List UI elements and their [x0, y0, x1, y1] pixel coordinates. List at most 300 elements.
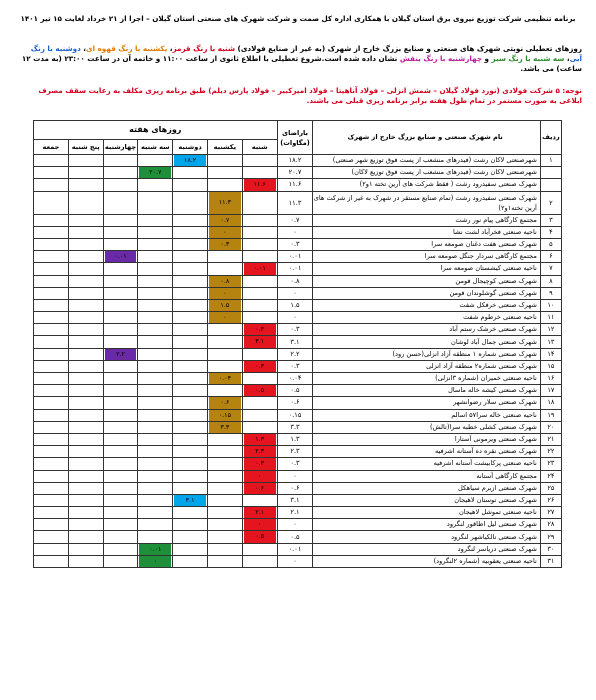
site-name: ناحیه صنعتی فخرآباد لشت نشا — [313, 226, 540, 238]
shutdown-value: ۲.۲ — [105, 349, 137, 360]
site-name: ناحیه صنعتی خرطوم شفت — [313, 312, 540, 324]
day-cell-tue — [138, 360, 173, 372]
day-cell-sun — [207, 531, 242, 543]
day-cell-wed — [103, 287, 138, 299]
day-cell-wed — [103, 385, 138, 397]
day-cell-wed — [103, 397, 138, 409]
day-cell-mon — [173, 226, 208, 238]
row-number: ۱۵ — [540, 360, 561, 372]
table-row — [34, 458, 562, 470]
day-cell-sat — [242, 226, 277, 238]
day-cell-mon — [173, 519, 208, 531]
day-cell-thu — [68, 519, 103, 531]
day-cell-sat — [242, 263, 277, 275]
day-cell-thu — [68, 555, 103, 567]
day-cell-mon — [173, 543, 208, 555]
site-name: شهرک صنعتی سلار رضوانشهر — [313, 397, 540, 409]
day-cell-sat — [242, 287, 277, 299]
day-cell-sat — [242, 409, 277, 421]
day-cell-fri — [34, 543, 69, 555]
day-cell-sat — [242, 191, 277, 214]
day-cell-wed — [103, 531, 138, 543]
day-header-fri: جمعه — [34, 140, 69, 155]
note-text: نوجه: ۵ شرکت فولادی (نورد فولاد گیلان – شمش انزلی – فولاد آناهیتا – فولاد امیرکبیر – فولاد پارس دیلم) طبق برنامه ریزی مکلف به رعایت سقف مصرف ابلاغی به صورت مستمر در تمام طول هفته برابر برنامه ریزی قبلی می باشند. — [38, 86, 582, 105]
load-mw: ۰ — [277, 312, 313, 324]
day-cell-fri — [34, 385, 69, 397]
row-number: ۹ — [540, 287, 561, 299]
day-cell-thu — [68, 238, 103, 250]
day-cell-thu — [68, 167, 103, 179]
day-cell-mon — [173, 324, 208, 336]
day-cell-tue — [138, 179, 173, 191]
site-name: شهرصنعتی لاکان رشت (فیدرهای منشعب از پست فوق توزیع لاکان) — [313, 167, 540, 179]
load-mw: ۰.۳ — [277, 360, 313, 372]
row-number: ۶ — [540, 251, 561, 263]
load-mw: ۰.۶ — [277, 397, 313, 409]
site-name: مجتمع کارگاهی سردار جنگل صومعه سرا — [313, 251, 540, 263]
table-row — [34, 446, 562, 458]
day-cell-tue — [138, 446, 173, 458]
day-cell-fri — [34, 470, 69, 482]
shutdown-value: ۰ — [244, 519, 276, 530]
day-cell-mon — [173, 348, 208, 360]
day-cell-sat — [242, 360, 277, 372]
day-cell-mon — [173, 507, 208, 519]
load-mw: ۲.۲ — [277, 348, 313, 360]
site-name: ناحیه صنعتی یعقوبیه (شماره ۲لنگرود) — [313, 555, 540, 567]
day-cell-sun — [207, 238, 242, 250]
table-row — [34, 275, 562, 287]
day-cell-mon — [173, 179, 208, 191]
day-cell-mon — [173, 458, 208, 470]
day-cell-wed — [103, 543, 138, 555]
shutdown-value: ۰ — [209, 312, 241, 323]
shutdown-value: ۰ — [209, 288, 241, 299]
day-cell-sat — [242, 433, 277, 445]
load-mw: ۲.۱ — [277, 507, 313, 519]
day-cell-mon — [173, 421, 208, 433]
load-mw: ۰.۱۵ — [277, 409, 313, 421]
intro-tue: سه شنبه با رنگ سبز — [491, 54, 565, 63]
table-body — [34, 155, 562, 568]
day-cell-tue — [138, 348, 173, 360]
day-cell-mon — [173, 555, 208, 567]
day-cell-fri — [34, 226, 69, 238]
day-cell-sat — [242, 507, 277, 519]
shutdown-value: ۰.۳ — [244, 361, 276, 372]
day-cell-tue — [138, 226, 173, 238]
load-mw: ۱۸.۲ — [277, 155, 313, 167]
shutdown-value: ۱۸.۲ — [174, 155, 206, 166]
day-cell-thu — [68, 191, 103, 214]
shutdown-value: ۰.۵ — [244, 385, 276, 396]
load-mw: ۰ — [277, 555, 313, 567]
day-cell-sun — [207, 458, 242, 470]
day-cell-tue — [138, 238, 173, 250]
row-number: ۲۳ — [540, 458, 561, 470]
day-cell-wed — [103, 507, 138, 519]
day-cell-wed — [103, 251, 138, 263]
day-cell-mon — [173, 155, 208, 167]
shutdown-value: ۰.۰۱ — [105, 251, 137, 262]
row-number: ۱۳ — [540, 336, 561, 348]
day-cell-tue — [138, 519, 173, 531]
day-cell-sun — [207, 433, 242, 445]
site-name: شهرک صنعتی خرشک رستم آباد — [313, 324, 540, 336]
row-number: ۱۶ — [540, 373, 561, 385]
day-cell-wed — [103, 348, 138, 360]
row-number: ۲۸ — [540, 519, 561, 531]
day-cell-mon — [173, 409, 208, 421]
table-row — [34, 433, 562, 445]
day-cell-mon — [173, 360, 208, 372]
day-cell-fri — [34, 263, 69, 275]
day-cell-sat — [242, 397, 277, 409]
day-cell-thu — [68, 482, 103, 494]
day-cell-sun — [207, 421, 242, 433]
table-row — [34, 251, 562, 263]
table-row — [34, 214, 562, 226]
site-name: ناحیه صنعتی خمیران (شماره ۳انزلی) — [313, 373, 540, 385]
shutdown-value: ۲.۳ — [244, 446, 276, 457]
day-cell-tue — [138, 263, 173, 275]
table-row — [34, 287, 562, 299]
row-number: ۲ — [540, 191, 561, 214]
day-cell-mon — [173, 312, 208, 324]
day-cell-thu — [68, 409, 103, 421]
day-cell-mon — [173, 446, 208, 458]
day-cell-fri — [34, 397, 69, 409]
day-cell-mon — [173, 263, 208, 275]
day-cell-wed — [103, 433, 138, 445]
load-mw: ۰ — [277, 287, 313, 299]
intro-and: و — [484, 54, 489, 63]
day-cell-fri — [34, 238, 69, 250]
day-cell-fri — [34, 373, 69, 385]
load-mw: ۰.۷ — [277, 214, 313, 226]
day-cell-thu — [68, 507, 103, 519]
shutdown-value: ۰.۳ — [209, 239, 241, 250]
day-cell-tue — [138, 494, 173, 506]
intro-wed: چهارشنبه با رنگ بنفش — [399, 54, 483, 63]
day-cell-sun — [207, 348, 242, 360]
day-cell-wed — [103, 482, 138, 494]
day-cell-wed — [103, 312, 138, 324]
site-name: ناحیه صنعتی خاله سرا۵۷ اسالم — [313, 409, 540, 421]
shutdown-value: ۱.۳ — [244, 434, 276, 445]
row-number: ۱۴ — [540, 348, 561, 360]
day-cell-fri — [34, 519, 69, 531]
load-mw: ۰.۰۴ — [277, 373, 313, 385]
day-cell-tue — [138, 421, 173, 433]
day-cell-sun — [207, 555, 242, 567]
site-name: شهرک صنعتی ویرمونی آستارا — [313, 433, 540, 445]
day-cell-wed — [103, 324, 138, 336]
table-row — [34, 470, 562, 482]
site-name: شهرک صنعتی توستان لاهیجان — [313, 494, 540, 506]
day-cell-sun — [207, 251, 242, 263]
day-cell-wed — [103, 519, 138, 531]
day-cell-thu — [68, 226, 103, 238]
load-mw: ۰.۸ — [277, 275, 313, 287]
day-cell-thu — [68, 275, 103, 287]
day-cell-wed — [103, 555, 138, 567]
site-name: شهرک صنعتی جمال آباد لوشان — [313, 336, 540, 348]
day-cell-sat — [242, 324, 277, 336]
table-row — [34, 336, 562, 348]
day-cell-sat — [242, 214, 277, 226]
site-name: شهرک صنعتی ازبرم سیاهکل — [313, 482, 540, 494]
shutdown-value: ۰.۱۵ — [209, 410, 241, 421]
day-cell-tue — [138, 191, 173, 214]
day-header-wed: چهارشنبه — [103, 140, 138, 155]
site-name: شهرک صنعتی لیل اطاقور لنگرود — [313, 519, 540, 531]
row-number: ۲۱ — [540, 433, 561, 445]
day-cell-sat — [242, 519, 277, 531]
day-cell-fri — [34, 494, 69, 506]
day-cell-sat — [242, 470, 277, 482]
load-mw: ۰.۳ — [277, 238, 313, 250]
day-cell-thu — [68, 214, 103, 226]
site-name: شهرک صنعتی شماره۲ منطقه آزاد انزلی — [313, 360, 540, 372]
day-cell-sun — [207, 336, 242, 348]
day-cell-sun — [207, 482, 242, 494]
day-cell-thu — [68, 543, 103, 555]
table-row — [34, 360, 562, 372]
row-number: ۲۹ — [540, 531, 561, 543]
day-cell-tue — [138, 214, 173, 226]
day-cell-thu — [68, 458, 103, 470]
day-cell-sat — [242, 238, 277, 250]
day-cell-thu — [68, 336, 103, 348]
day-cell-mon — [173, 385, 208, 397]
table-row — [34, 555, 562, 567]
load-mw: ۳.۱ — [277, 494, 313, 506]
day-cell-thu — [68, 299, 103, 311]
day-cell-sun — [207, 373, 242, 385]
day-cell-fri — [34, 324, 69, 336]
site-name: شهرک صنعتی نالکیاشهر لنگرود — [313, 531, 540, 543]
day-cell-tue — [138, 312, 173, 324]
row-number — [540, 179, 561, 191]
day-cell-thu — [68, 155, 103, 167]
day-cell-mon — [173, 433, 208, 445]
day-cell-wed — [103, 167, 138, 179]
day-cell-fri — [34, 287, 69, 299]
day-cell-tue — [138, 482, 173, 494]
day-cell-fri — [34, 446, 69, 458]
day-cell-wed — [103, 421, 138, 433]
day-cell-mon — [173, 397, 208, 409]
load-mw: ۰.۳ — [277, 458, 313, 470]
day-cell-wed — [103, 214, 138, 226]
load-mw: ۰ — [277, 226, 313, 238]
intro-paragraph — [14, 44, 582, 74]
day-header-mon: دوشنبه — [173, 140, 208, 155]
day-cell-sun — [207, 275, 242, 287]
site-name: شهرک صنعتی کیشه خاله ماسال — [313, 385, 540, 397]
day-cell-fri — [34, 348, 69, 360]
day-cell-sun — [207, 155, 242, 167]
day-cell-sat — [242, 555, 277, 567]
day-header-sat: شنبه — [242, 140, 277, 155]
day-cell-wed — [103, 179, 138, 191]
day-cell-sun — [207, 470, 242, 482]
table-row — [34, 226, 562, 238]
day-cell-sat — [242, 179, 277, 191]
day-cell-tue — [138, 251, 173, 263]
day-cell-sun — [207, 312, 242, 324]
table-row — [34, 421, 562, 433]
day-cell-tue — [138, 543, 173, 555]
row-number: ۵ — [540, 238, 561, 250]
table-row — [34, 191, 562, 214]
col-header-name: نام شهرک صنعتی و صنایع بزرگ خارج از شهرک — [313, 121, 540, 155]
day-cell-thu — [68, 348, 103, 360]
day-cell-fri — [34, 507, 69, 519]
shutdown-value: ۰ — [139, 556, 171, 567]
day-cell-thu — [68, 312, 103, 324]
day-cell-thu — [68, 251, 103, 263]
day-cell-mon — [173, 470, 208, 482]
table-row — [34, 507, 562, 519]
day-cell-wed — [103, 275, 138, 287]
table-row — [34, 373, 562, 385]
day-cell-sun — [207, 543, 242, 555]
day-cell-sat — [242, 494, 277, 506]
schedule-table — [33, 120, 562, 568]
load-mw: ۰.۰۱ — [277, 543, 313, 555]
row-number: ۱۰ — [540, 299, 561, 311]
day-cell-fri — [34, 179, 69, 191]
shutdown-value: ۰.۵ — [244, 531, 276, 542]
day-cell-sun — [207, 507, 242, 519]
day-cell-sun — [207, 191, 242, 214]
day-cell-sun — [207, 494, 242, 506]
day-cell-thu — [68, 179, 103, 191]
day-cell-mon — [173, 287, 208, 299]
day-cell-mon — [173, 482, 208, 494]
site-name: شهرک صنعتی سفیدرود رشت ( فقط شرکت های آرین تخته ۱و۲) — [313, 179, 540, 191]
col-header-row: ردیف — [540, 121, 561, 155]
day-cell-sun — [207, 263, 242, 275]
day-cell-wed — [103, 458, 138, 470]
day-cell-sun — [207, 324, 242, 336]
shutdown-value: ۰.۰۱ — [139, 544, 171, 555]
day-cell-wed — [103, 409, 138, 421]
day-cell-wed — [103, 360, 138, 372]
row-number: ۲۴ — [540, 470, 561, 482]
intro-text: روزهای تعطیلی نوبتی شهرک های صنعتی و صنایع بزرگ خارج از شهرک (به غیر از صنایع فولادی) — [237, 44, 582, 53]
document-title — [14, 14, 582, 24]
row-number: ۷ — [540, 263, 561, 275]
site-name: شهرک صنعتی نقره ده آستانه اشرفیه — [313, 446, 540, 458]
day-cell-sun — [207, 519, 242, 531]
shutdown-value: ۰.۷ — [209, 215, 241, 226]
table-row — [34, 409, 562, 421]
day-cell-fri — [34, 433, 69, 445]
day-cell-sun — [207, 226, 242, 238]
shutdown-value: ۰.۰۱ — [244, 263, 276, 274]
table-row — [34, 179, 562, 191]
site-name: ناحیه صنعتی پرکابیشت آستانه اشرفیه — [313, 458, 540, 470]
row-number: ۱۲ — [540, 324, 561, 336]
intro-sat: شنبه با رنگ قرمز — [172, 44, 236, 53]
row-number: ۴ — [540, 226, 561, 238]
site-name: شهرصنعتی لاکان رشت (فیدرهای منشعب از پست فوق توزیع شهر صنعتی) — [313, 155, 540, 167]
shutdown-value: ۱.۵ — [209, 300, 241, 311]
day-cell-mon — [173, 494, 208, 506]
day-cell-sat — [242, 543, 277, 555]
day-cell-wed — [103, 191, 138, 214]
day-cell-sun — [207, 360, 242, 372]
load-mw: ۰.۰۱ — [277, 251, 313, 263]
shutdown-value: ۰.۰۴ — [209, 373, 241, 384]
shutdown-value: ۳.۱ — [244, 336, 276, 347]
day-cell-fri — [34, 360, 69, 372]
day-cell-thu — [68, 385, 103, 397]
load-mw: ۰.۳ — [277, 324, 313, 336]
day-cell-wed — [103, 155, 138, 167]
day-cell-wed — [103, 446, 138, 458]
title-text: برنامه تنظیمی شرکت توزیع نیروی برق استان گیلان با همکاری اداره کل صمت و شرکت شهرک های صنعتی استان گیلان – اجرا از ۲۱ خرداد لغایت ۱۵ تیر ۱۴۰۱ — [20, 14, 576, 23]
shutdown-value: ۳.۳ — [209, 422, 241, 433]
day-cell-thu — [68, 531, 103, 543]
row-number — [540, 167, 561, 179]
day-cell-thu — [68, 360, 103, 372]
day-cell-fri — [34, 167, 69, 179]
day-cell-sat — [242, 348, 277, 360]
site-name: مجتمع کارگاهی پیام نور رشت — [313, 214, 540, 226]
shutdown-value: ۰ — [244, 471, 276, 482]
day-cell-mon — [173, 167, 208, 179]
intro-line: روزهای تعطیلی نوبتی شهرک های صنعتی و صنایع بزرگ خارج از شهرک (به غیر از صنایع فولادی) شنبه با رنگ قرمز، یکشنبه با رنگ قهوه ای، دوشنبه با رنگ آبی، سه شنبه با رنگ سبز و چهارشنبه با رنگ بنفش نشان داده شده است.شروع تعطیلی با اطلاع ثانوی از ساعت ۱۱:۰۰ و خاتمه آن در ساعت ۲۳:۰۰ (به مدت ۱۲ ساعت) می باشد. — [21, 44, 582, 73]
site-name: شهرک صنعتی شماره ۱ منطقه آزاد انزلی(حسن رود) — [313, 348, 540, 360]
table-row — [34, 263, 562, 275]
day-cell-fri — [34, 336, 69, 348]
site-name: شهرک صنعتی خرفکل شفت — [313, 299, 540, 311]
site-name: شهرک صنعتی هفت دغنان صومعه سرا — [313, 238, 540, 250]
day-cell-sat — [242, 251, 277, 263]
row-number: ۱۱ — [540, 312, 561, 324]
day-cell-wed — [103, 470, 138, 482]
day-cell-wed — [103, 238, 138, 250]
table-row — [34, 397, 562, 409]
col-header-days-group: روزهای هفته — [34, 121, 278, 140]
row-number: ۸ — [540, 275, 561, 287]
shutdown-value: ۰.۶ — [244, 483, 276, 494]
day-cell-sun — [207, 299, 242, 311]
table-row — [34, 531, 562, 543]
site-name: ناحیه صنعتی کیشستان صومعه سرا — [313, 263, 540, 275]
intro-tail: نشان داده شده است.شروع تعطیلی با اطلاع ثانوی از ساعت ۱۱:۰۰ و خاتمه آن در ساعت ۲۳:۰۰ (به مدت ۱۲ ساعت) می باشد. — [21, 54, 582, 73]
day-cell-sun — [207, 409, 242, 421]
site-name: مجتمع کارگاهی آستانه — [313, 470, 540, 482]
row-number: ۱۸ — [540, 397, 561, 409]
day-cell-sat — [242, 275, 277, 287]
table-row — [34, 494, 562, 506]
load-mw: ۰ — [277, 470, 313, 482]
day-cell-fri — [34, 155, 69, 167]
day-cell-wed — [103, 336, 138, 348]
day-cell-tue — [138, 555, 173, 567]
load-mw: ۰.۶ — [277, 482, 313, 494]
day-cell-sun — [207, 397, 242, 409]
table-row — [34, 312, 562, 324]
day-cell-tue — [138, 397, 173, 409]
day-cell-fri — [34, 191, 69, 214]
day-cell-fri — [34, 299, 69, 311]
